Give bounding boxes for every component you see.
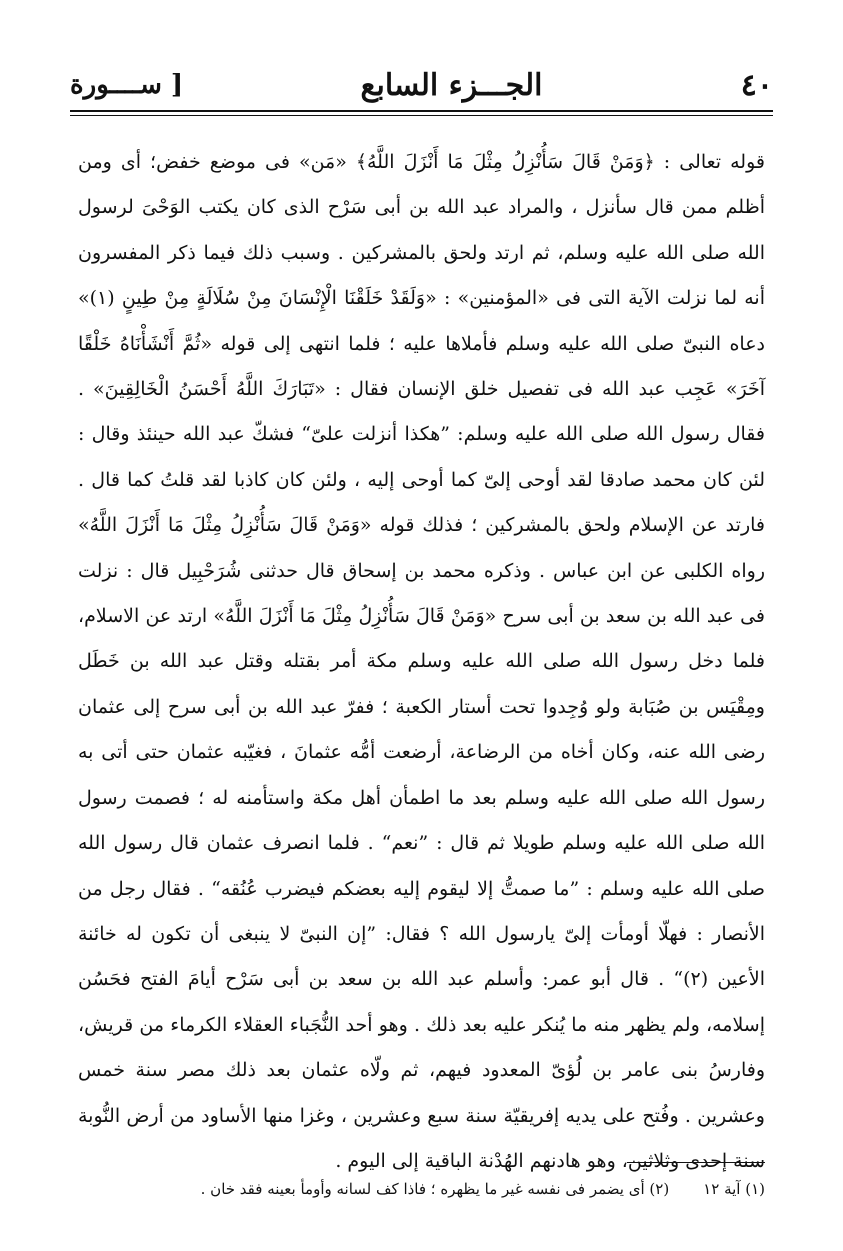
surah-label: [ ســــورة (70, 70, 184, 100)
page-number: ٤٠ (740, 67, 773, 103)
footnote-2: (٢) أى يضمر فى نفسه غير ما يظهره ؛ فاذا كف لسانه وأومأ بعينه فقد خان . (200, 1180, 670, 1198)
footnote-divider (627, 1162, 765, 1163)
page-header (70, 62, 773, 108)
main-text (78, 140, 765, 1184)
header-rule (70, 110, 773, 116)
body-paragraph: قوله تعالى : ﴿وَمَنْ قَالَ سَأُنْزِلُ مِثْلَ مَا أَنْزَلَ اللَّهُ﴾ «مَن» فى موضع خفض؛ أى ومن أظلم ممن قال سأنزل ، والمراد عبد الله بن أبى سَرْح الذى كان يكتب الوَحْىَ لرسول الله صلى الله عليه وسلم، ثم ارتد ولحق بالمشركين . وسبب ذلك فيما ذكر المفسرون أنه لما نزلت الآية التى فى «المؤمنين» : «وَلَقَدْ خَلَقْنَا الْإِنْسَانَ مِنْ سُلَالَةٍ مِنْ طِينٍ (١)» دعاه النبىّ صلى الله عليه وسلم فأملاها عليه ؛ فلما انتهى إلى قوله «ثُمَّ أَنْشَأْنَاهُ خَلْقًا آخَرَ» عَجِب عبد الله فى تفصيل خلق الإنسان فقال : «تَبَارَكَ اللَّهُ أَحْسَنُ الْخَالِقِينَ» . فقال رسول الله صلى الله عليه وسلم: ”هكذا أنزلت علىّ“ فشكّ عبد الله حينئذ وقال : لئن كان محمد صادقا لقد أوحى إلىّ كما أوحى إليه ، ولئن كان كاذبا لقد قلتُ كما قال . فارتد عن الإسلام ولحق بالمشركين ؛ فذلك قوله «وَمَنْ قَالَ سَأُنْزِلُ مِثْلَ مَا أَنْزَلَ اللَّهُ» رواه الكلبى عن ابن عباس . وذكره محمد بن إسحاق قال حدثنى شُرَحْبِيل قال : نزلت فى عبد الله بن سعد بن أبى سرح «وَمَنْ قَالَ سَأُنْزِلُ مِثْلَ مَا أَنْزَلَ اللَّهُ» ارتد عن الاسلام، فلما دخل رسول الله صلى الله عليه وسلم مكة أمر بقتله وقتل عبد الله بن خَطَل ومِقْيَس بن صُبَابة ولو وُجِدوا تحت أستار الكعبة ؛ ففرّ عبد الله بن أبى سرح إلى عثمان رضى الله عنه، وكان أخاه من الرضاعة، أرضعت أمُّه عثمانَ ، فغيّبه عثمان حتى أتى به رسول الله صلى الله عليه وسلم بعد ما اطمأن أهل مكة واستأمنه له ؛ فصمت رسول الله صلى الله عليه وسلم طويلا ثم قال : ”نعم“ . فلما انصرف عثمان قال رسول الله صلى الله عليه وسلم : ”ما صمتُّ إلا ليقوم إليه بعضكم فيضرب عُنُقه“ . فقال رجل من الأنصار : فهلّا أومأت إلىّ يارسول الله ؟ فقال: ”إن النبىّ لا ينبغى أن تكون له خائنة الأعين (٢)“ . قال أبو عمر: وأسلم عبد الله بن سعد بن أبى سَرْح أيامَ الفتح فحَسُن إسلامه، ولم يظهر منه ما يُنكر عليه بعد ذلك . وهو أحد النُّجَباء العقلاء الكرماء من قريش، وفارسُ بنى عامر بن لُؤىّ المعدود فيهم، ثم ولّاه عثمان بعد ذلك مصر سنة خمس وعشرين . وفُتح على يديه إفريقيّة سنة سبع وعشرين ، وغزا منها الأساود من أرض النُّوبة سنة إحدى وثلاثين، وهو هادنهم الهُدْنة الباقية إلى اليوم . (78, 151, 765, 1172)
footnotes (78, 1180, 765, 1198)
part-title: الجـــزء السابع (360, 67, 543, 103)
footnote-1: (١) آية ١٢ (703, 1180, 765, 1198)
